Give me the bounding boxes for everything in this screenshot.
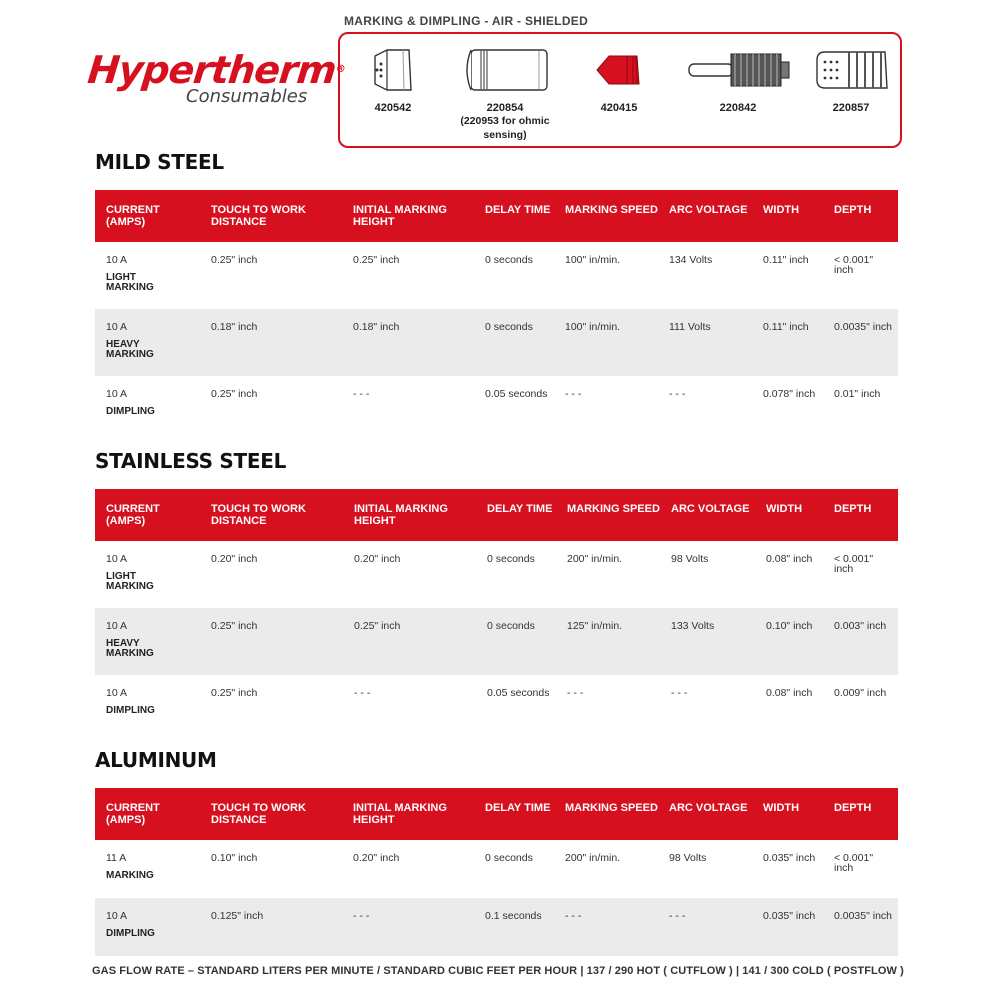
table-cell: 0 seconds bbox=[485, 852, 533, 864]
electrode-icon bbox=[683, 44, 793, 96]
column-header: TOUCH TO WORK DISTANCE bbox=[200, 788, 342, 840]
table-cell: 0.25" inch bbox=[211, 687, 258, 699]
nozzle-icon bbox=[589, 44, 649, 96]
mode-label: DIMPLING bbox=[106, 406, 155, 417]
table-cell: - - - bbox=[658, 898, 752, 956]
stainless-steel-table bbox=[95, 489, 898, 733]
part-item bbox=[450, 44, 560, 142]
section-title-stainless-steel: STAINLESS STEEL bbox=[95, 449, 287, 473]
table-cell: 0.20" inch bbox=[354, 553, 401, 565]
mode-label: MARKING bbox=[106, 870, 154, 881]
table-cell: 0.25" inch bbox=[353, 254, 400, 266]
table-cell: 0.18" inch bbox=[342, 309, 474, 376]
column-header: INITIAL MARKING HEIGHT bbox=[342, 788, 474, 840]
column-header: WIDTH bbox=[755, 489, 823, 541]
retaining-cap-icon bbox=[455, 44, 555, 96]
column-header: TOUCH TO WORK DISTANCE bbox=[200, 190, 342, 242]
table-cell: 0 seconds bbox=[474, 309, 554, 376]
table-cell: 0.01" inch bbox=[834, 388, 881, 400]
table-row bbox=[95, 376, 898, 434]
column-header: DELAY TIME bbox=[474, 788, 554, 840]
brand-name: Hypertherm® bbox=[85, 48, 346, 92]
swirl-ring-icon bbox=[809, 44, 893, 96]
current-cell: 10 A DIMPLING bbox=[95, 376, 200, 434]
table-cell: - - - bbox=[567, 687, 584, 699]
table-cell: - - - bbox=[671, 687, 688, 699]
brand-logo bbox=[85, 48, 346, 107]
brand-subtitle: Consumables bbox=[186, 86, 308, 107]
table-cell: 0.0035" inch bbox=[823, 309, 898, 376]
mode-label: LIGHT MARKING bbox=[106, 272, 154, 293]
table-cell: 0.11" inch bbox=[763, 254, 809, 266]
table-cell: < 0.001" inch bbox=[834, 254, 874, 276]
column-header: CURRENT (AMPS) bbox=[95, 788, 200, 840]
table-cell: 0.009" inch bbox=[834, 687, 887, 699]
aluminum-table bbox=[95, 788, 898, 956]
mild-steel-table bbox=[95, 190, 898, 434]
part-item bbox=[564, 44, 674, 114]
table-cell: - - - bbox=[353, 388, 370, 400]
table-cell: 0.08" inch bbox=[766, 687, 813, 699]
mode-label: LIGHT MARKING bbox=[106, 571, 154, 592]
table-cell: 100" in/min. bbox=[565, 254, 621, 266]
table-row bbox=[95, 675, 898, 733]
table-cell: 100" in/min. bbox=[554, 309, 658, 376]
gas-flow-footer: GAS FLOW RATE – STANDARD LITERS PER MINUTE / STANDARD CUBIC FEET PER HOUR | 137 / 290 HOT ( CUTFLOW ) | 141 / 300 COLD ( POSTFLOW ) bbox=[92, 965, 904, 977]
part-note: (220953 for ohmic sensing) bbox=[460, 115, 550, 141]
column-header: INITIAL MARKING HEIGHT bbox=[342, 190, 474, 242]
mode-label: HEAVY MARKING bbox=[106, 339, 154, 360]
current-cell: 10 A HEAVY MARKING bbox=[95, 608, 200, 675]
current-cell: 10 A HEAVY MARKING bbox=[95, 309, 200, 376]
table-row bbox=[95, 242, 898, 309]
parts-title: MARKING & DIMPLING - AIR - SHIELDED bbox=[344, 14, 589, 28]
column-header: INITIAL MARKING HEIGHT bbox=[343, 489, 476, 541]
section-title-mild-steel: MILD STEEL bbox=[95, 150, 224, 174]
table-cell: 0.25" inch bbox=[343, 608, 476, 675]
column-header: DELAY TIME bbox=[474, 190, 554, 242]
table-cell: < 0.001" inch bbox=[834, 852, 874, 874]
table-cell: 98 Volts bbox=[669, 852, 707, 864]
column-header: ARC VOLTAGE bbox=[658, 788, 752, 840]
column-header: TOUCH TO WORK DISTANCE bbox=[200, 489, 343, 541]
column-header: MARKING SPEED bbox=[554, 788, 658, 840]
table-cell: - - - bbox=[354, 687, 371, 699]
table-cell: 111 Volts bbox=[658, 309, 752, 376]
table-cell: 134 Volts bbox=[669, 254, 713, 266]
column-header: ARC VOLTAGE bbox=[660, 489, 755, 541]
part-number: 420542 bbox=[374, 102, 412, 114]
column-header: CURRENT (AMPS) bbox=[95, 489, 200, 541]
part-item bbox=[680, 44, 796, 114]
column-header: DEPTH bbox=[823, 788, 898, 840]
table-row bbox=[95, 541, 898, 608]
table-cell: 133 Volts bbox=[660, 608, 755, 675]
column-header: WIDTH bbox=[752, 190, 823, 242]
mode-label: DIMPLING bbox=[106, 705, 155, 716]
part-number: 220842 bbox=[719, 102, 757, 114]
table-cell: 0.003" inch bbox=[823, 608, 898, 675]
table-header-row bbox=[95, 788, 898, 840]
table-cell: 0.25" inch bbox=[211, 388, 258, 400]
table-cell: 0.035" inch bbox=[752, 898, 823, 956]
mode-label: HEAVY MARKING bbox=[106, 638, 154, 659]
current-cell: 10 A LIGHT MARKING bbox=[95, 541, 200, 608]
column-header: DELAY TIME bbox=[476, 489, 556, 541]
column-header: MARKING SPEED bbox=[556, 489, 660, 541]
table-cell: - - - bbox=[554, 898, 658, 956]
table-cell: 125" in/min. bbox=[556, 608, 660, 675]
table-cell: 0.035" inch bbox=[763, 852, 816, 864]
table-cell: 0.125" inch bbox=[200, 898, 342, 956]
table-cell: 0.05 seconds bbox=[487, 687, 550, 699]
table-cell: 200" in/min. bbox=[567, 553, 623, 565]
table-cell: 0.10" inch bbox=[755, 608, 823, 675]
table-cell: 0.25" inch bbox=[211, 254, 258, 266]
current-cell: 10 A LIGHT MARKING bbox=[95, 242, 200, 309]
table-cell: 0.20" inch bbox=[353, 852, 400, 864]
table-cell: 0.25" inch bbox=[200, 608, 343, 675]
part-number: 220857 bbox=[832, 102, 870, 114]
table-row bbox=[95, 840, 898, 898]
column-header: DEPTH bbox=[823, 489, 898, 541]
table-cell: 0.10" inch bbox=[211, 852, 258, 864]
table-cell: - - - bbox=[342, 898, 474, 956]
table-cell: 0.078" inch bbox=[763, 388, 816, 400]
table-cell: 0.11" inch bbox=[752, 309, 823, 376]
current-cell: 11 A MARKING bbox=[95, 840, 200, 898]
mode-label: DIMPLING bbox=[106, 928, 155, 939]
column-header: ARC VOLTAGE bbox=[658, 190, 752, 242]
table-cell: 0.20" inch bbox=[211, 553, 258, 565]
table-row bbox=[95, 309, 898, 376]
current-cell: 10 A DIMPLING bbox=[95, 898, 200, 956]
column-header: CURRENT (AMPS) bbox=[95, 190, 200, 242]
table-cell: 0.05 seconds bbox=[485, 388, 548, 400]
parts-panel bbox=[338, 32, 902, 148]
table-row bbox=[95, 608, 898, 675]
section-title-aluminum: ALUMINUM bbox=[95, 748, 217, 772]
part-number: 420415 bbox=[600, 102, 638, 114]
table-header-row bbox=[95, 489, 898, 541]
table-cell: 0.08" inch bbox=[766, 553, 813, 565]
table-cell: 0.0035" inch bbox=[823, 898, 898, 956]
column-header: WIDTH bbox=[752, 788, 823, 840]
table-cell: 0.1 seconds bbox=[474, 898, 554, 956]
table-cell: 0.18" inch bbox=[200, 309, 342, 376]
current-cell: 10 A DIMPLING bbox=[95, 675, 200, 733]
column-header: DEPTH bbox=[823, 190, 898, 242]
table-cell: - - - bbox=[669, 388, 686, 400]
part-item bbox=[796, 44, 906, 114]
table-cell: 98 Volts bbox=[671, 553, 709, 565]
table-cell: 0 seconds bbox=[476, 608, 556, 675]
part-number: 220854 bbox=[486, 102, 524, 114]
part-item bbox=[338, 44, 448, 114]
table-header-row bbox=[95, 190, 898, 242]
shield-cap-icon bbox=[363, 44, 423, 96]
table-cell: 0 seconds bbox=[485, 254, 533, 266]
table-cell: 0 seconds bbox=[487, 553, 535, 565]
table-cell: - - - bbox=[565, 388, 582, 400]
table-cell: < 0.001" inch bbox=[834, 553, 874, 575]
table-cell: 200" in/min. bbox=[565, 852, 621, 864]
table-row bbox=[95, 898, 898, 956]
column-header: MARKING SPEED bbox=[554, 190, 658, 242]
